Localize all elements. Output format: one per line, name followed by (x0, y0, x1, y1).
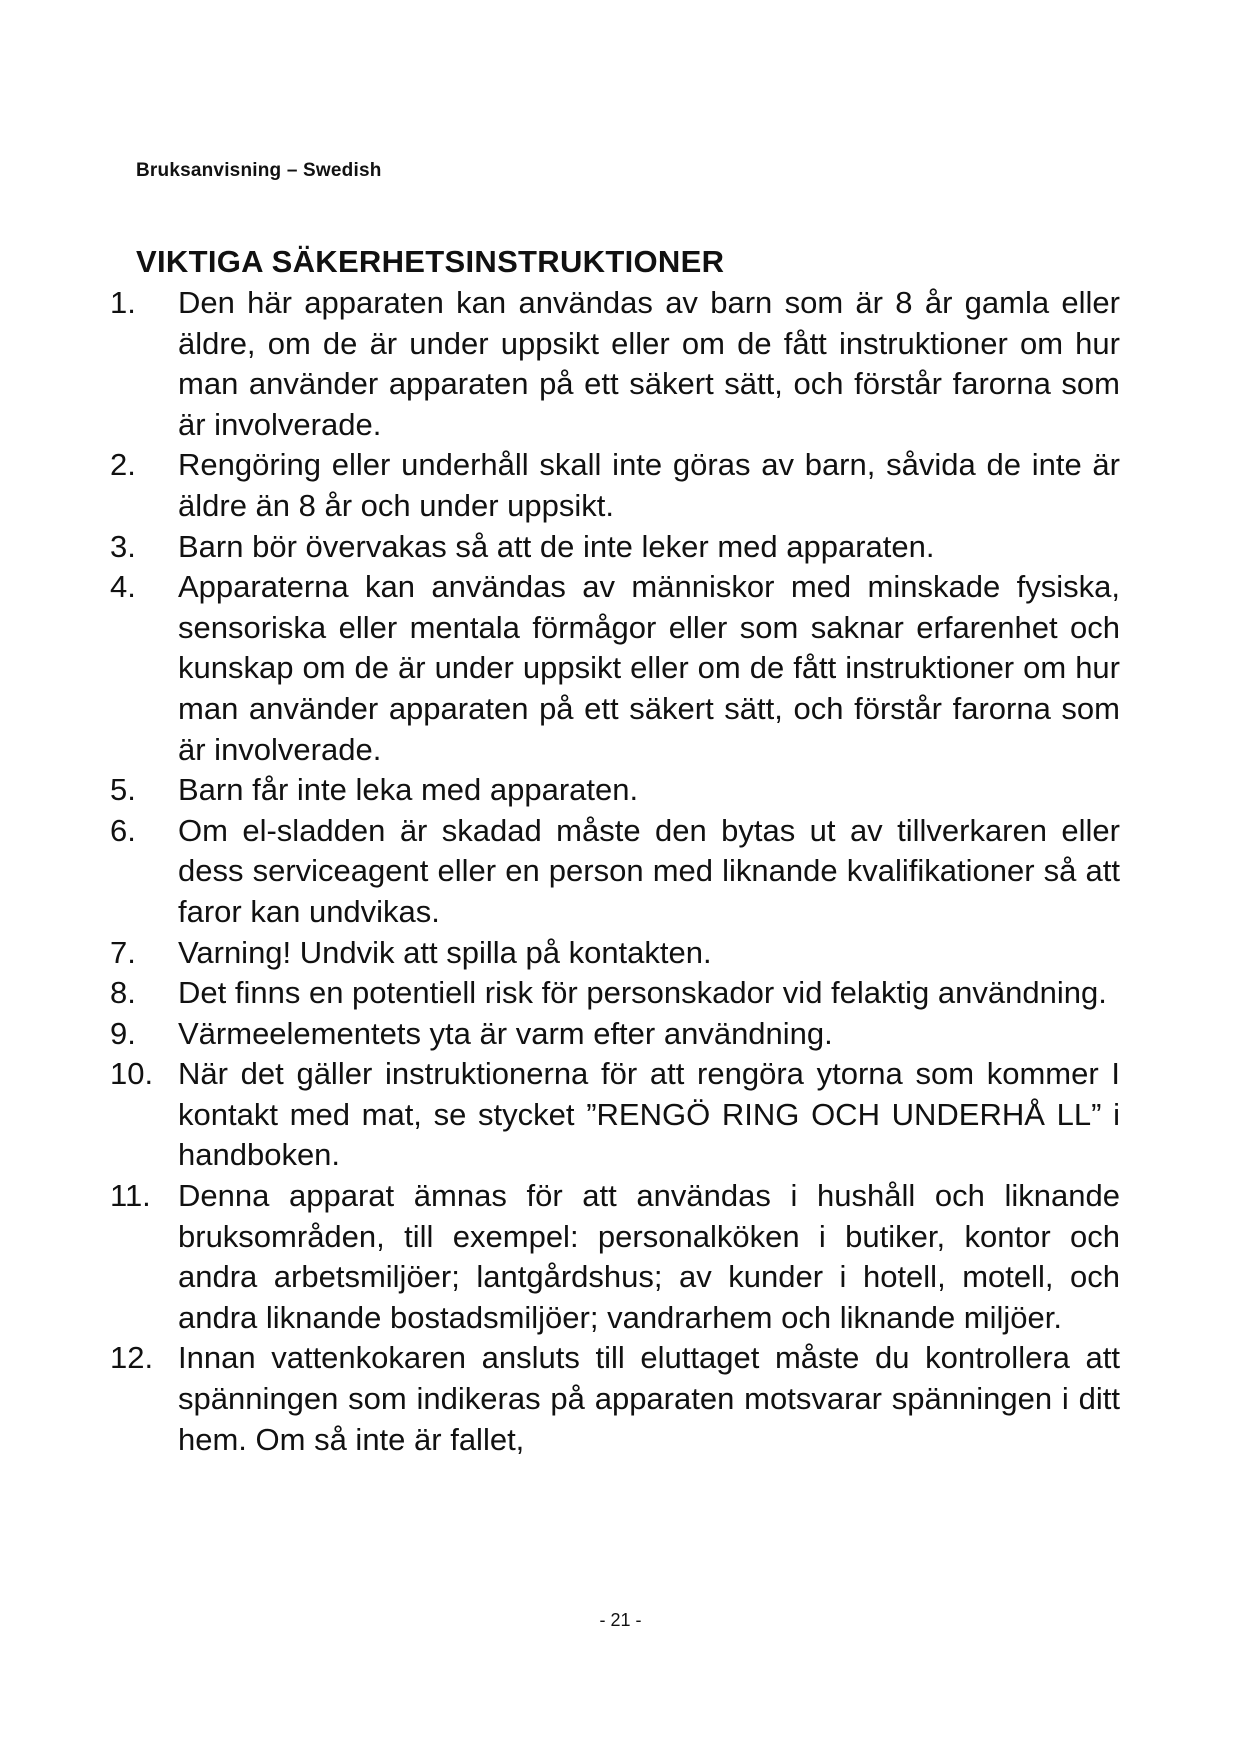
instruction-item (110, 1054, 1120, 1176)
instruction-text: När det gäller instruktionerna för att rengöra ytorna som kommer I kontakt med mat, se stycket ”RENGÖ RING OCH UNDERHÅ LL” i handboken. (178, 1056, 1120, 1173)
instruction-item (110, 1176, 1120, 1338)
page-number: - 21 - (599, 1610, 642, 1630)
instruction-number: 6. (110, 812, 136, 848)
instruction-text: Apparaterna kan användas av människor med minskade fysiska, sensoriska eller mentala förmågor eller som saknar erfarenhet och kunskap om de är under uppsikt eller om de fått instruktioner om hur man använder apparaten på ett säkert sätt, och förstår farorna som är involverade. (178, 569, 1120, 767)
instruction-item (110, 770, 1120, 811)
instruction-item (110, 567, 1120, 770)
instruction-text: Om el-sladden är skadad måste den bytas ut av tillverkaren eller dess serviceagent eller en person med liknande kvalifikationer så att faror kan undvikas. (178, 812, 1120, 929)
instruction-number: 1. (110, 285, 136, 320)
instruction-item (110, 445, 1120, 526)
instruction-text: Innan vattenkokaren ansluts till eluttaget måste du kontrollera att spänningen som indikeras på apparaten motsvarar spänningen i ditt hem. Om så inte är fallet, (178, 1340, 1120, 1457)
instruction-text: Värmeelementets yta är varm efter användning. (178, 1015, 833, 1051)
instruction-item (110, 283, 1120, 445)
instruction-number: 7. (110, 934, 136, 970)
instruction-item (110, 811, 1120, 933)
instruction-item (110, 1338, 1120, 1460)
instruction-item (110, 527, 1120, 568)
instruction-text: Det finns en potentiell risk för personskador vid felaktig användning. (178, 975, 1107, 1011)
instruction-text: Den här apparaten kan användas av barn som är 8 år gamla eller äldre, om de är under uppsikt eller om de fått instruktioner om hur man använder apparaten på ett säkert sätt, och förstår farorna som är involverade. (178, 285, 1120, 442)
section-title: VIKTIGA SÄKERHETSINSTRUKTIONER (136, 244, 725, 279)
instruction-number: 10. (110, 1056, 154, 1092)
instruction-text: Rengöring eller underhåll skall inte göras av barn, såvida de inte är äldre än 8 år och under uppsikt. (178, 447, 1120, 523)
safety-instructions-list (110, 283, 1120, 1460)
instruction-number: 5. (110, 772, 136, 808)
instruction-number: 8. (110, 975, 136, 1011)
document-header: Bruksanvisning – Swedish (136, 160, 382, 181)
instruction-number: 12. (110, 1340, 154, 1376)
instruction-number: 9. (110, 1015, 136, 1051)
instruction-text: Barn får inte leka med apparaten. (178, 772, 639, 808)
instruction-item (110, 973, 1120, 1014)
instruction-text: Denna apparat ämnas för att användas i hushåll och liknande bruksområden, till exempel: personalköken i butiker, kontor och andra arbetsmiljöer; lantgårdshus; av kunder i hotell, motell, och andra liknande bostadsmiljöer; vandrarhem och liknande miljöer. (178, 1178, 1120, 1335)
instruction-item (110, 1014, 1120, 1055)
instruction-number: 11. (110, 1178, 151, 1214)
instruction-number: 3. (110, 528, 136, 564)
instruction-text: Varning! Undvik att spilla på kontakten. (178, 934, 712, 970)
instruction-text: Barn bör övervakas så att de inte leker med apparaten. (178, 528, 935, 564)
instruction-number: 2. (110, 447, 136, 483)
instruction-number: 4. (110, 569, 136, 605)
instruction-item (110, 933, 1120, 974)
